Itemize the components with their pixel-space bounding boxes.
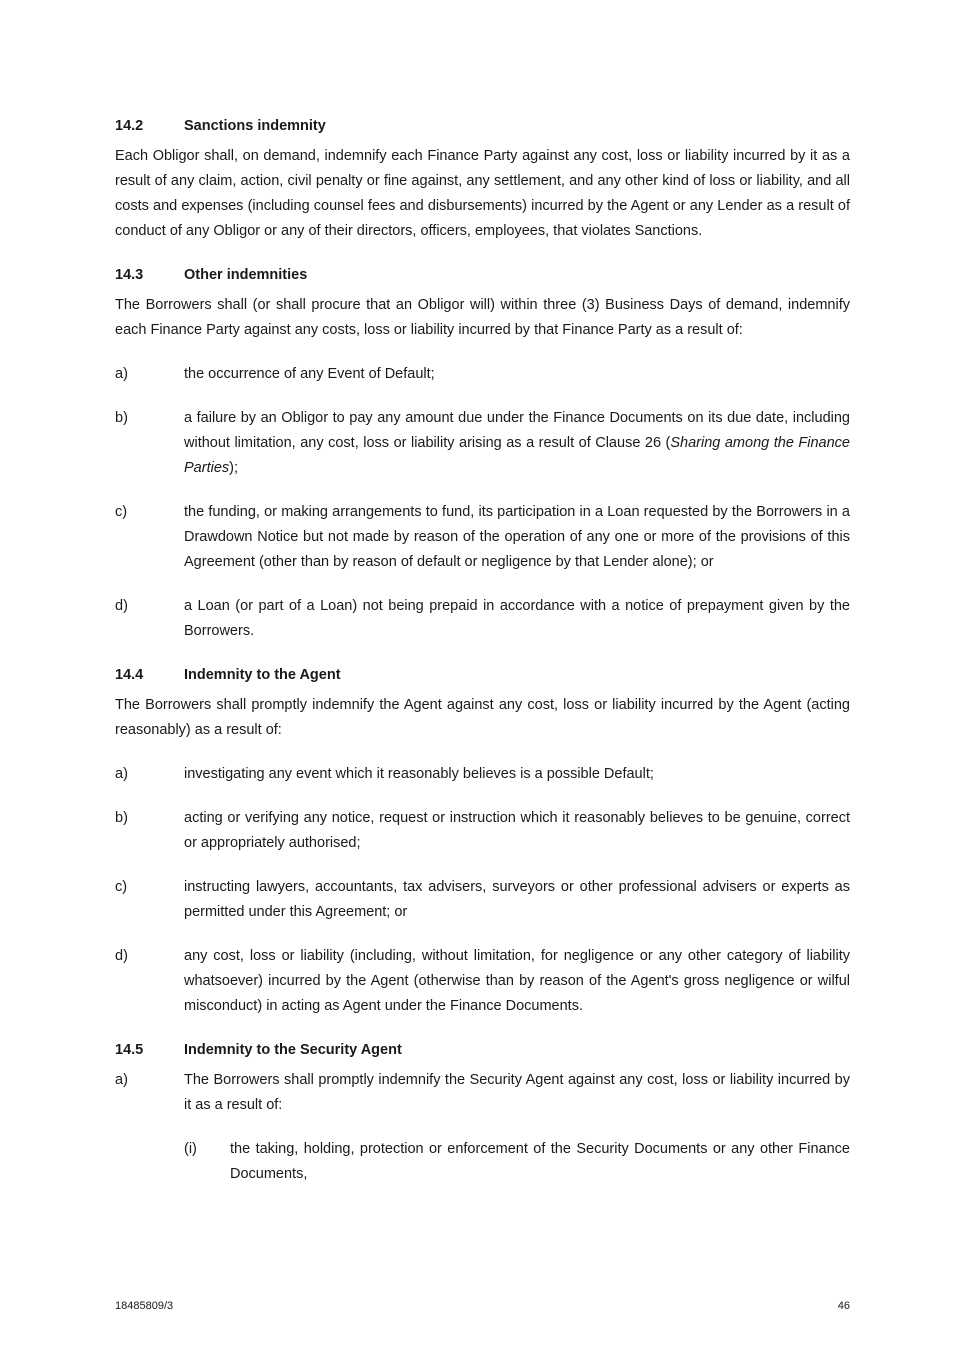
section-title: Other indemnities	[184, 267, 308, 283]
sub-list-item-label: (i)	[184, 1141, 197, 1157]
section-heading-14-5	[115, 1038, 850, 1063]
list-item	[115, 806, 850, 856]
list-item	[115, 406, 850, 481]
document-page	[115, 114, 850, 1187]
section-title: Sanctions indemnity	[184, 118, 326, 134]
list-item-label: a)	[115, 1072, 128, 1088]
page-footer	[115, 1300, 850, 1312]
list-item-text: instructing lawyers, accountants, tax advisers, surveyors or other professional advisers or experts as permitted under this Agreement; or	[184, 879, 850, 920]
sub-list-item	[184, 1137, 850, 1187]
section-number: 14.5	[115, 1042, 144, 1058]
list-item	[115, 362, 850, 387]
list-item-text	[184, 406, 850, 481]
list-item-text: the funding, or making arrangements to fund, its participation in a Loan requested by the Borrowers in a Drawdown Notice but not made by reason of the operation of any one or more of the provisions of this Agreement (other than by reason of default or negligence by that Lender alone); or	[184, 504, 850, 570]
list-item	[115, 875, 850, 925]
section-title: Indemnity to the Agent	[184, 667, 341, 683]
list-item-text: acting or verifying any notice, request or instruction which it reasonably believes to be genuine, correct or appropriately authorised;	[184, 810, 850, 851]
section-heading-14-3	[115, 263, 850, 288]
sub-list-item-text: the taking, holding, protection or enforcement of the Security Documents or any other Finance Documents,	[230, 1141, 850, 1182]
list-item-label: b)	[115, 810, 128, 826]
list-item-text: The Borrowers shall promptly indemnify the Security Agent against any cost, loss or liability incurred by it as a result of:	[184, 1072, 850, 1113]
list-item-text: a Loan (or part of a Loan) not being prepaid in accordance with a notice of prepayment given by the Borrowers.	[184, 598, 850, 639]
list-item-label: d)	[115, 948, 128, 964]
list-item-text-part: );	[229, 460, 238, 476]
list-item-label: a)	[115, 766, 128, 782]
list-item	[115, 1068, 850, 1118]
list-item-text-part: a failure by an Obligor to pay any amount due under the Finance Documents on its due date, including without limitation, any cost, loss or liability arising as a result of Clause 26 (	[184, 410, 850, 451]
list-item-text: the occurrence of any Event of Default;	[184, 366, 435, 382]
list-item-text: any cost, loss or liability (including, without limitation, for negligence or any other category of liability whatsoever) incurred by the Agent (otherwise than by reason of the Agent's gross negligence or wilful misconduct) in acting as Agent under the Finance Documents.	[184, 948, 850, 1014]
section-number: 14.3	[115, 267, 144, 283]
list-item-label: c)	[115, 879, 128, 895]
clause-reference-italic: Sharing among the Finance Parties	[184, 435, 850, 476]
list-item-label: a)	[115, 366, 128, 382]
list-item-text: investigating any event which it reasonably believes is a possible Default;	[184, 766, 654, 782]
other-indemnities-intro: The Borrowers shall (or shall procure that an Obligor will) within three (3) Business Days of demand, indemnify each Finance Party against any costs, loss or liability incurred by that Finance Party as a result of:	[115, 297, 850, 338]
list-item-label: c)	[115, 504, 128, 520]
agent-indemnity-intro: The Borrowers shall promptly indemnify the Agent against any cost, loss or liability incurred by the Agent (acting reasonably) as a result of:	[115, 697, 850, 738]
list-item	[115, 944, 850, 1019]
list-item-label: d)	[115, 598, 128, 614]
section-number: 14.2	[115, 118, 144, 134]
sanctions-indemnity-body: Each Obligor shall, on demand, indemnify each Finance Party against any cost, loss or liability incurred by it as a result of any claim, action, civil penalty or fine against, any settlement, and any other kind of loss or liability, and all costs and expenses (including counsel fees and disbursements) incurred by the Agent or any Lender as a result of conduct of any Obligor or any of their directors, officers, employees, that violates Sanctions.	[115, 148, 850, 239]
list-item	[115, 762, 850, 787]
list-item	[115, 500, 850, 575]
section-heading-14-2	[115, 114, 850, 139]
list-item-label: b)	[115, 410, 128, 426]
section-number: 14.4	[115, 667, 144, 683]
page-number: 46	[837, 1300, 850, 1312]
section-heading-14-4	[115, 663, 850, 688]
document-reference: 18485809/3	[115, 1300, 174, 1312]
section-title: Indemnity to the Security Agent	[184, 1042, 402, 1058]
list-item	[115, 594, 850, 644]
